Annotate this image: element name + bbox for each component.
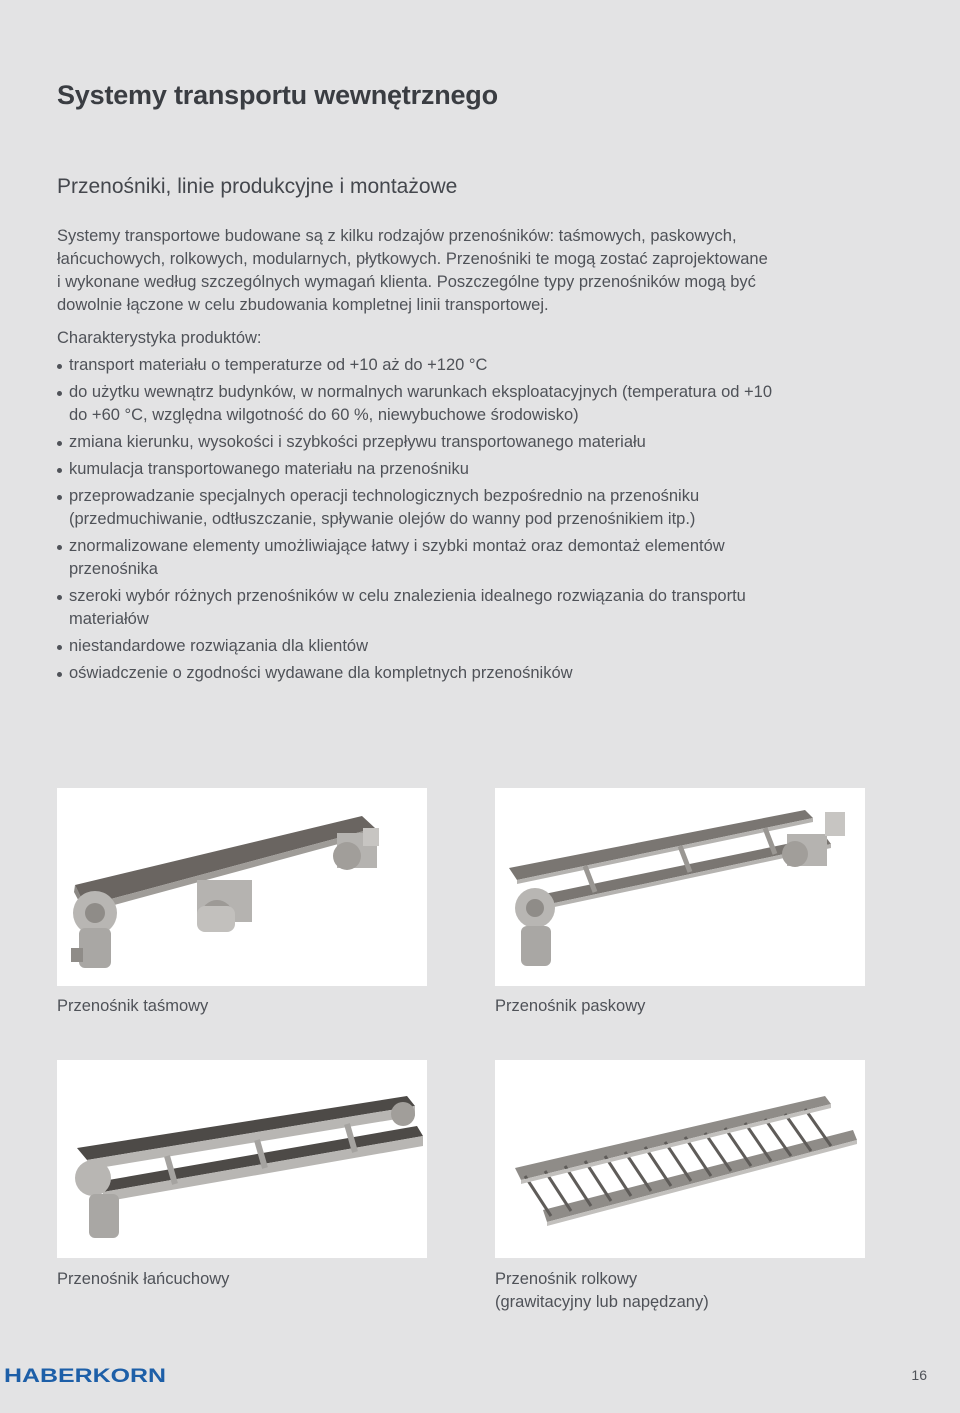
belt-conveyor-illustration: [57, 788, 427, 986]
chain-conveyor-image: [57, 1060, 427, 1258]
list-item-text: do użytku wewnątrz budynków, w normalnych warunkach eksploatacyjnych (temperatura od +10: [69, 383, 772, 401]
bullet-icon: [57, 364, 62, 369]
bullet-icon: [57, 468, 62, 473]
strip-conveyor-image: [495, 788, 865, 986]
bullet-icon: [57, 441, 62, 446]
haberkorn-logo: [4, 1366, 168, 1384]
belt-conveyor-image: [57, 788, 427, 986]
caption-strip-conveyor: Przenośnik paskowy: [495, 997, 646, 1015]
list-item-text: do +60 °C, względna wilgotność do 60 %, niewybuchowe środowisko): [69, 406, 579, 424]
list-item-text: oświadczenie o zgodności wydawane dla kompletnych przenośników: [69, 664, 573, 682]
list-item-text: kumulacja transportowanego materiału na przenośniku: [69, 460, 469, 478]
list-item-text: znormalizowane elementy umożliwiające łatwy i szybki montaż oraz demontaż elementów: [69, 537, 725, 555]
caption-chain-conveyor: Przenośnik łańcuchowy: [57, 1270, 230, 1288]
list-item: [57, 662, 917, 685]
list-item-text: przenośnika: [69, 560, 158, 578]
list-item: [57, 458, 917, 481]
intro-line: łańcuchowych, rolkowych, modularnych, płytkowych. Przenośniki te mogą zostać zaprojektowane: [57, 250, 768, 268]
list-item-text: niestandardowe rozwiązania dla klientów: [69, 637, 369, 655]
list-item: [57, 635, 917, 658]
bullet-icon: [57, 672, 62, 677]
list-item: [57, 485, 917, 531]
logo-wordmark: [4, 1366, 168, 1384]
list-item: [57, 381, 917, 427]
intro-paragraph: [57, 225, 907, 317]
caption-belt-conveyor: Przenośnik taśmowy: [57, 997, 209, 1015]
list-item-text: przeprowadzanie specjalnych operacji technologicznych bezpośrednio na przenośniku: [69, 487, 700, 505]
list-item-text: materiałów: [69, 610, 149, 628]
list-item: [57, 354, 917, 377]
logo-text: HABERKORN: [4, 1366, 166, 1384]
intro-line: dowolnie łączone w celu zbudowania kompletnej linii transportowej.: [57, 296, 549, 314]
roller-conveyor-image: [495, 1060, 865, 1258]
page-title: Systemy transportu wewnętrznego: [57, 80, 498, 110]
bullet-icon: [57, 391, 62, 396]
bullet-icon: [57, 595, 62, 600]
list-item-text: zmiana kierunku, wysokości i szybkości przepływu transportowanego materiału: [69, 433, 646, 451]
page-number: 16: [911, 1367, 927, 1383]
chain-conveyor-illustration: [57, 1060, 427, 1258]
list-item: [57, 585, 917, 631]
characteristics-heading: Charakterystyka produktów:: [57, 329, 262, 347]
strip-conveyor-illustration: [495, 788, 865, 986]
list-item: [57, 535, 917, 581]
characteristics-list: [57, 354, 917, 689]
caption-roller-line: (grawitacyjny lub napędzany): [495, 1293, 709, 1311]
caption-roller-conveyor: [495, 1268, 709, 1314]
bullet-icon: [57, 645, 62, 650]
list-item: [57, 431, 917, 454]
intro-line: Systemy transportowe budowane są z kilku rodzajów przenośników: taśmowych, paskowych,: [57, 227, 737, 245]
caption-roller-line: Przenośnik rolkowy: [495, 1270, 638, 1288]
list-item-text: transport materiału o temperaturze od +10 aż do +120 °C: [69, 356, 488, 374]
intro-line: i wykonane według szczególnych wymagań klienta. Poszczególne typy przenośników mogą być: [57, 273, 756, 291]
list-item-text: szeroki wybór różnych przenośników w celu znalezienia idealnego rozwiązania do transportu: [69, 587, 746, 605]
roller-conveyor-illustration: [495, 1060, 865, 1258]
bullet-icon: [57, 495, 62, 500]
bullet-icon: [57, 545, 62, 550]
list-item-text: (przedmuchiwanie, odtłuszczanie, spływanie olejów do wanny pod przenośnikiem itp.): [69, 510, 696, 528]
section-subtitle: Przenośniki, linie produkcyjne i montażowe: [57, 175, 458, 198]
